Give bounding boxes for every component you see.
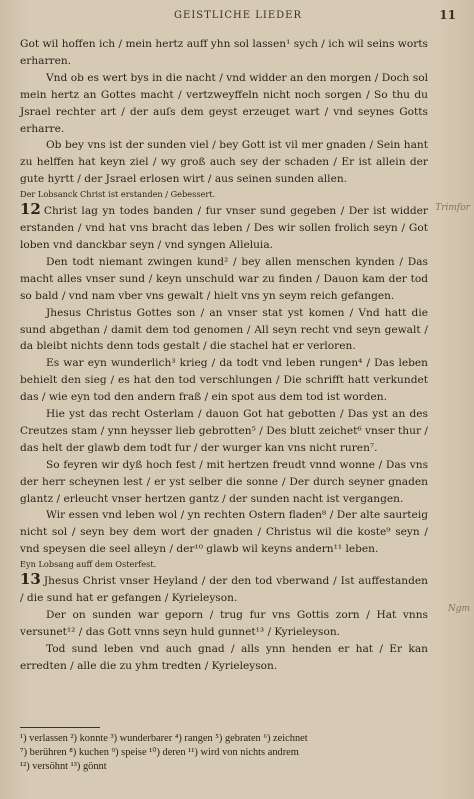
hymn-12-verse-5: Hie yst das recht Osterlam / dauon Got hat gebotten / Das yst an des Creutzes stam / ynn heysser lieb gebrotten⁵ / Des blutt zeichet⁶ vnser thur / das helt der glawb dem todt fur / der wurger kan vns nicht ruren⁷. (20, 408, 428, 454)
running-header (20, 10, 456, 26)
margin-note-12: Trimfor (435, 203, 470, 213)
hymn-12-verse-1 (20, 201, 428, 254)
verse-paragraph: Ob bey vns ist der sunden viel / bey Gott ist vil mer gnaden / Sein hant zu helffen hat keyn ziel / wy groß auch sey der schaden / Er ist allein der gute hyrtt / der Jsrael erlosen wirt / aus seinen sunden allen. (20, 139, 428, 186)
verse-text: Christ lag yn todes banden / fur vnser sund gegeben / Der ist widder erstanden / vnd hat vns bracht das leben / Des wir sollen frolich seyn / Got loben vnd danckbar seyn / vnd syngen Alleluia. (20, 205, 428, 251)
hymn-12-heading: Der Lobsanck Christ ist erstanden / Gebessert. (20, 189, 216, 200)
hymn-13-verse-3: Tod sund leben vnd auch gnad / alls ynn henden er hat / Er kan erredten / alle die zu yhm tredten / Kyrieleyson. (20, 642, 428, 672)
hymn-13-heading: Eyn Lobsang auff dem Osterfest. (20, 559, 157, 570)
hymn-13-verse-1 (20, 571, 428, 607)
hymn-12-verse-2: Den todt niemant zwingen kund² / bey allen menschen kynden / Das macht alles vnser sund / keyn unschuld war zu finden / Dauon kam der tod so bald / vnd nam vber vns gewalt / hielt vns yn seym reich gefangen. (20, 255, 428, 302)
verse-text: Jhesus Christ vnser Heyland / der den tod vberwand / Ist auffestanden / die sund hat er gefangen / Kyrieleyson. (20, 575, 428, 605)
verse-intro: Got wil hoffen ich / mein hertz auff yhn sol lassen¹ sych / ich wil seins worts erharren. (20, 38, 428, 67)
hymn-number: 12 (20, 200, 41, 219)
footnotes (20, 727, 454, 774)
footnote-line: ¹²) versöhnt ¹³) gönnt (20, 761, 107, 772)
hymn-number: 13 (20, 570, 41, 589)
hymn-12-verse-4: Es war eyn wunderlich³ krieg / da todt vnd leben rungen⁴ / Das leben behielt den sieg / es hat den tod verschlungen / Die schrifft hatt verkundet das / wie eyn tod den andern fraß / ein spot aus dem tod ist worden. (20, 357, 428, 404)
page-number: 11 (439, 8, 456, 22)
verse-paragraph: Vnd ob es wert bys in die nacht / vnd widder an den morgen / Doch sol mein hertz an Gottes macht / vertzweyffeln nicht noch sorgen / So thu du Jsrael rechter art / der auſs dem geyst erzeuget wart / vnd seynes Gotts erharre. (20, 71, 428, 135)
hymn-12-verse-3: Jhesus Christus Gottes son / an vnser stat yst komen / Vnd hatt die sund abgethan / damit dem tod genomen / All seyn recht vnd seyn gewalt / da bleibt nichts denn tods gestalt / die stachel hat er verloren. (20, 306, 428, 353)
footnote-line: ¹) verlassen ²) konnte ³) wunderbarer ⁴) rangen ⁵) gebraten ⁶) zeichnet (20, 733, 308, 744)
hymn-12-verse-7: Wir essen vnd leben wol / yn rechten Ostern fladen⁸ / Der alte saurteig nicht sol / seyn bey dem wort der gnaden / Christus wil die koste⁹ seyn / vnd speysen die seel alleyn / der¹⁰ glawb wil keyns andern¹¹ leben. (20, 509, 428, 556)
footnote-rule (20, 727, 100, 728)
hymn-13-verse-2: Der on sunden war geporn / trug fur vns Gottis zorn / Hat vnns versunet¹² / das Gott vnns seyn huld gunnet¹³ / Kyrieleyson. (20, 609, 428, 638)
running-title: GEISTLICHE LIEDER (174, 10, 302, 21)
footnote-line: ⁷) berühren ⁸) kuchen ⁹) speise ¹⁰) deren ¹¹) wird von nichts andrem (20, 747, 299, 758)
hymn-12-verse-6: So feyren wir dyß hoch fest / mit hertzen freudt vnnd wonne / Das vns der herr scheynen lest / er yst selber die sonne / Der durch seyner gnaden glantz / erleucht vnser hertzen gantz / der sunden nacht ist vergangen. (20, 458, 428, 505)
main-text (20, 36, 428, 675)
margin-note-13: Ngm (447, 604, 470, 614)
